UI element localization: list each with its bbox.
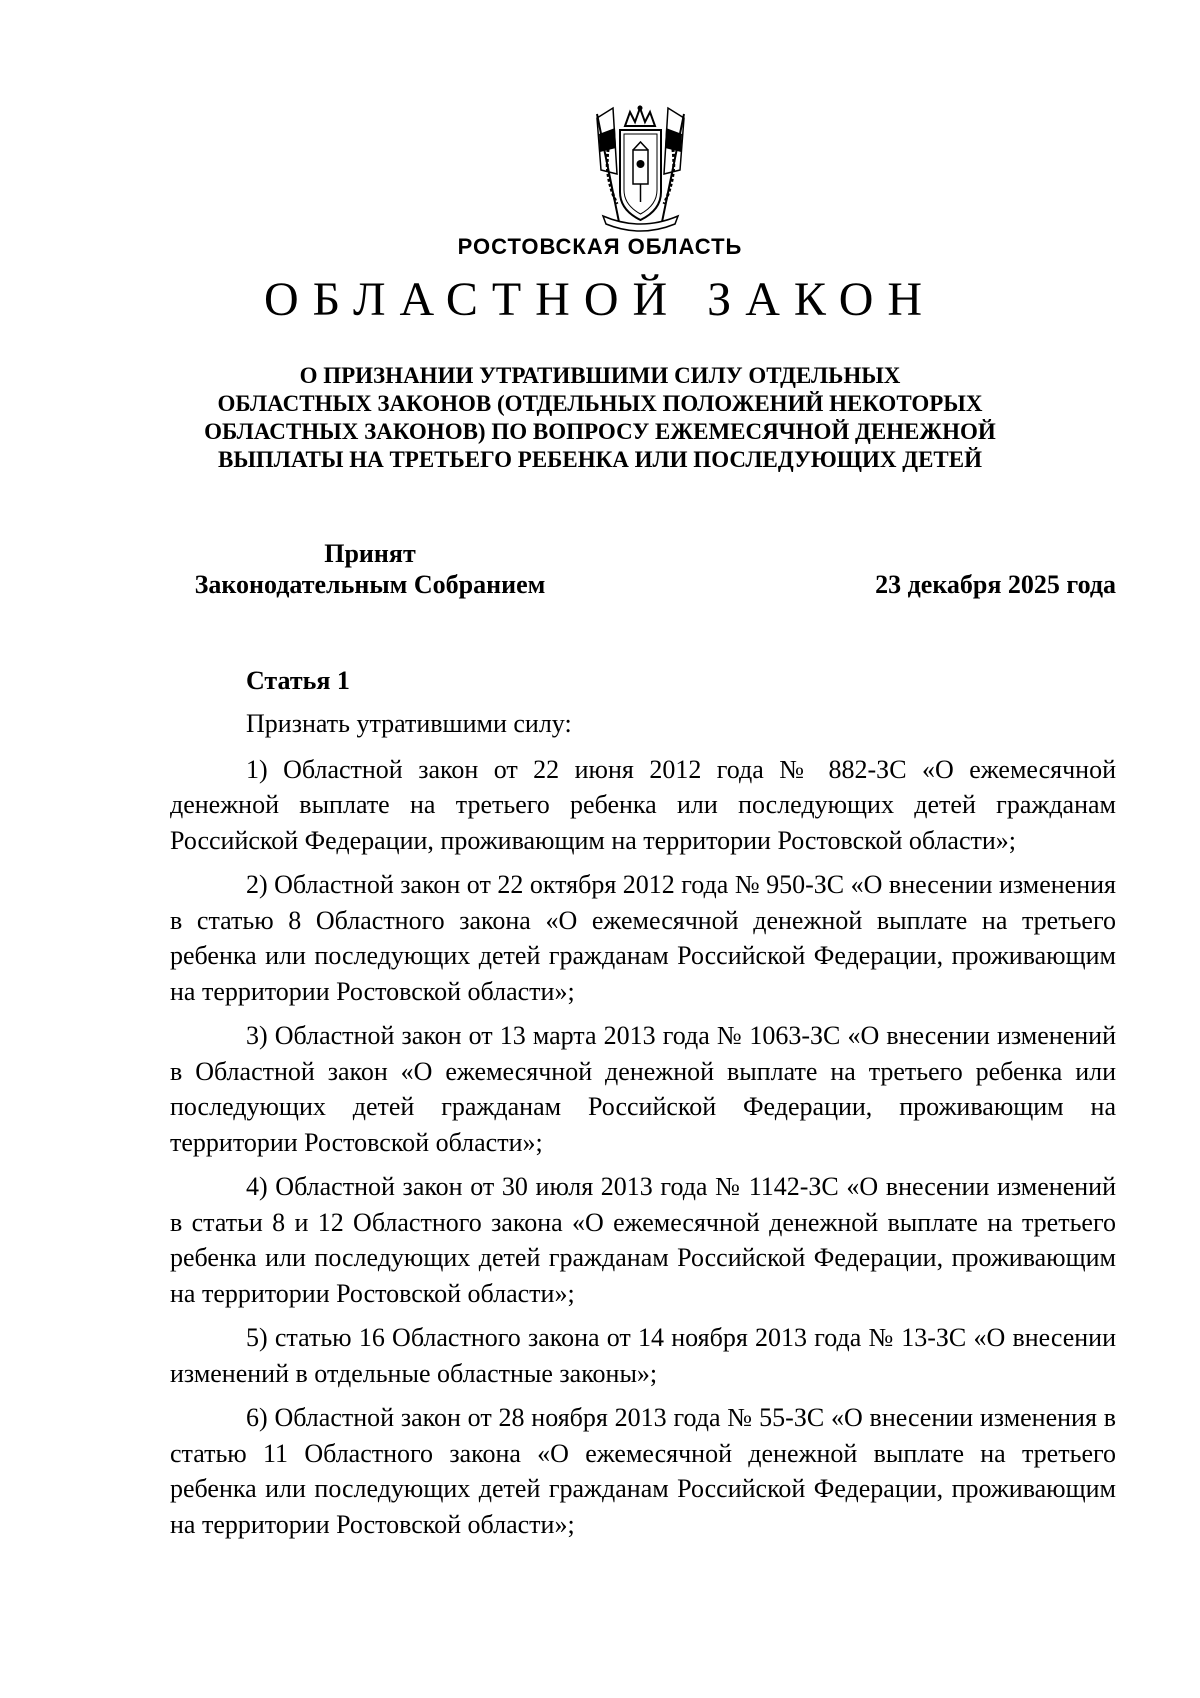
- article-item: 6) Областной закон от 28 ноября 2013 года № 55-ЗС «О внесении изменения в статью 11 Областного закона «О ежемесячной денежной выплате на третьего ребенка или последующих детей гражданам Российской Федерации, проживающим на территории Ростовской области»;: [170, 1403, 1116, 1539]
- adoption-label-line: Принят: [324, 539, 416, 568]
- document-type: ОБЛАСТНОЙ ЗАКОН: [263, 273, 937, 326]
- law-title-line: О ПРИЗНАНИИ УТРАТИВШИМИ СИЛУ ОТДЕЛЬНЫХ: [299, 363, 901, 388]
- adoption-label-line: Законодательным Собранием: [194, 570, 546, 599]
- law-title-line: ОБЛАСТНЫХ ЗАКОНОВ) ПО ВОПРОСУ ЕЖЕМЕСЯЧНОЙ ДЕНЕЖНОЙ: [204, 419, 996, 444]
- article-item: 4) Областной закон от 30 июля 2013 года № 1142-ЗС «О внесении изменений в статьи 8 и 12 Областного закона «О ежемесячной денежной выплате на третьего ребенка или последующих детей гражданам Российской Федерации, проживающим на территории Ростовской области»;: [170, 1172, 1116, 1308]
- coat-of-arms-emblem: [583, 104, 698, 236]
- adoption-date: 23 декабря 2025 года: [875, 570, 1116, 599]
- article-item: 1) Областной закон от 22 июня 2012 года № 882-ЗС «О ежемесячной денежной выплате на третьего ребенка или последующих детей гражданам Российской Федерации, проживающим на территории Ростовской области»;: [170, 754, 1116, 855]
- article-item: 5) статью 16 Областного закона от 14 ноября 2013 года № 13-ЗС «О внесении изменений в отдельные областные законы»;: [170, 1323, 1116, 1388]
- law-title: [150, 362, 1050, 474]
- article-body: [170, 706, 1116, 1551]
- adoption-label: [170, 538, 570, 600]
- law-title-line: ОБЛАСТНЫХ ЗАКОНОВ (ОТДЕЛЬНЫХ ПОЛОЖЕНИЙ НЕКОТОРЫХ: [217, 391, 983, 416]
- law-title-line: ВЫПЛАТЫ НА ТРЕТЬЕГО РЕБЕНКА ИЛИ ПОСЛЕДУЮЩИХ ДЕТЕЙ: [217, 447, 983, 472]
- article-heading: Статья 1: [246, 666, 350, 695]
- article-item: 3) Областной закон от 13 марта 2013 года № 1063-ЗС «О внесении изменений в Областной закон «О ежемесячной денежной выплате на третьего ребенка или последующих детей гражданам Российской Федерации, проживающим на территории Ростовской области»;: [170, 1021, 1116, 1157]
- region-name: РОСТОВСКАЯ ОБЛАСТЬ: [457, 234, 743, 259]
- article-intro: Признать утратившими силу:: [246, 709, 572, 738]
- article-item: 2) Областной закон от 22 октября 2012 года № 950-ЗС «О внесении изменения в статью 8 Областного закона «О ежемесячной денежной выплате на третьего ребенка или последующих детей гражданам Российской Федерации, проживающим на территории Ростовской области»;: [170, 870, 1116, 1006]
